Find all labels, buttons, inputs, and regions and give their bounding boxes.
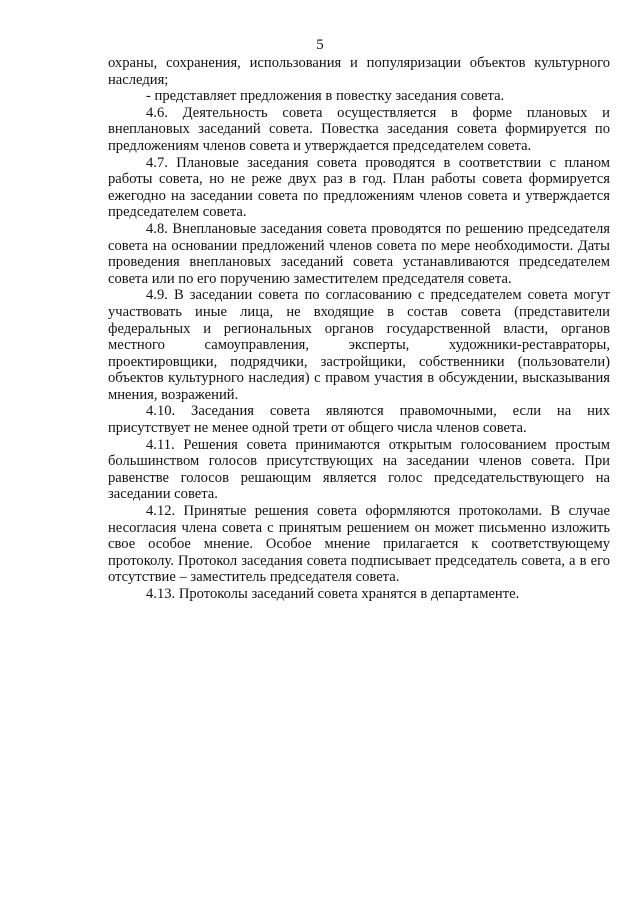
document-body: [108, 55, 610, 603]
paragraph-4-13: 4.13. Протоколы заседаний совета хранятся в департаменте.: [146, 586, 520, 602]
paragraph-list-item: - представляет предложения в повестку заседания совета.: [146, 88, 505, 105]
paragraph-continuation: охраны, сохранения, использования и популяризации объектов культурного наследия;: [108, 55, 610, 88]
paragraph-4-7: 4.7. Плановые заседания совета проводятся в соответствии с планом работы совета, но не реже двух раз в год. План работы совета формируется ежегодно на заседании совета по предложениям членов совета и утверждается председателем совета.: [108, 154, 610, 221]
paragraph-4-10: 4.10. Заседания совета являются правомочными, если на них присутствует не менее одной трети от общего числа членов совета.: [108, 403, 610, 437]
paragraph-4-6: 4.6. Деятельность совета осуществляется в форме плановых и внеплановых заседаний совета. Повестка заседания совета формируется по предложениям членов совета и утверждается председателем совета.: [108, 104, 610, 154]
paragraph-4-8: 4.8. Внеплановые заседания совета проводятся по решению председателя совета на основании предложений членов совета по мере необходимости. Даты проведения внеплановых заседаний совета устанавливаются председателем совета или по его поручению заместителем председателя совета.: [108, 220, 610, 287]
paragraph-4-9: 4.9. В заседании совета по согласованию с председателем совета могут участвовать иные лица, не входящие в состав совета (представители федеральных и региональных органов государственной власти, органов местного самоуправления, эксперты, художники-реставраторы, проектировщики, подрядчики, застройщики, собственники (пользователи) объектов культурного наследия) с правом участия в обсуждении, высказывания мнения, возражений.: [108, 287, 610, 403]
paragraph-4-12: 4.12. Принятые решения совета оформляются протоколами. В случае несогласия члена совета с принятым решением он может письменно изложить свое особое мнение. Особое мнение прилагается к соответствующему протоколу. Протокол заседания совета подписывает председатель совета, а в его отсутствие – заместитель председателя совета.: [108, 503, 610, 586]
page-number: 5: [316, 37, 324, 53]
paragraph-4-11: 4.11. Решения совета принимаются открытым голосованием простым большинством голосов присутствующих на заседании членов совета. При равенстве голосов решающим является голос председательствующего на заседании совета.: [108, 436, 610, 503]
